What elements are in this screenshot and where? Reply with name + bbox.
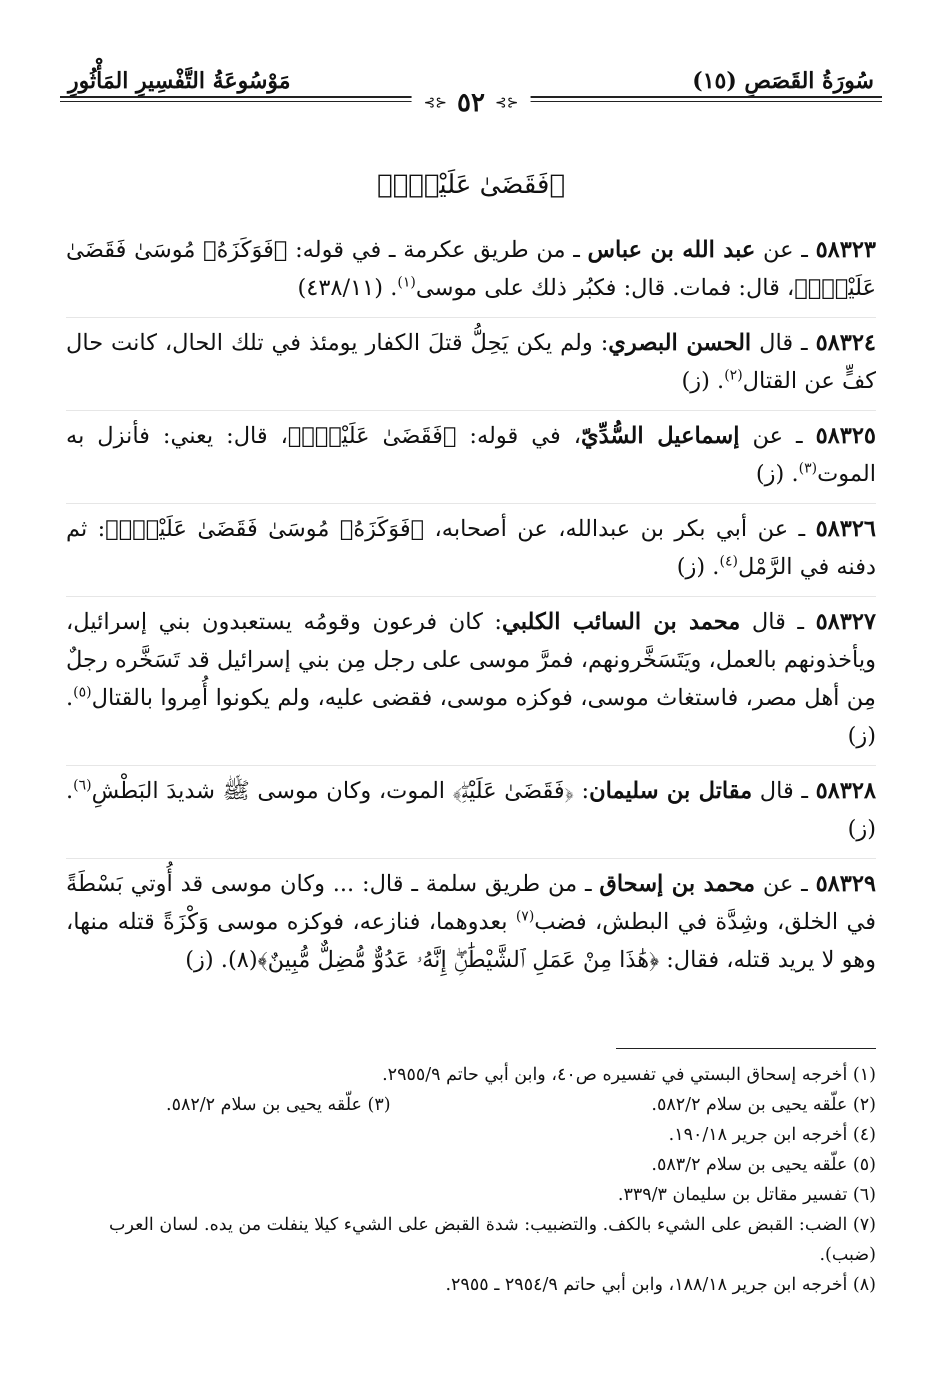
entry-pre: ـ عن <box>763 237 808 263</box>
footnote: (١) أخرجه إسحاق البستي في تفسيره ص٤٠، وابن أبي حاتم ٢٩٥٥/٩. <box>382 1065 876 1085</box>
entry-text: : ﴿فَقَضَىٰ عَلَيْهِۖ﴾ الموت، وكان موسى ﷺ شديدَ البَطْشِ <box>91 778 590 804</box>
footnote-ref[interactable]: (٦) <box>73 777 92 794</box>
entry <box>66 766 876 859</box>
footnote-ref[interactable]: (١) <box>397 274 416 291</box>
entry-text: ـ من طريق عكرمة ـ في قوله: ﴿فَوَكَزَهُۥ مُوسَىٰ فَقَضَىٰ عَلَيْهِۖ﴾، قال: فمات. قال: فكبُر ذلك على موسى <box>66 237 876 301</box>
entry-tail: . (ز) <box>66 778 876 842</box>
entry-pre: ـ قال <box>759 778 808 804</box>
entries-body <box>66 225 876 989</box>
entry-number: ٥٨٣٢٥ <box>815 423 877 449</box>
entry <box>66 225 876 318</box>
entry-number: ٥٨٣٢٤ <box>815 330 876 356</box>
ornament-icon: ⊰⊱ <box>423 95 448 111</box>
entry-pre: ـ قال <box>751 609 805 635</box>
entry-number: ٥٨٣٢٩ <box>815 871 876 897</box>
entry-tail: . (ز) <box>681 368 725 394</box>
entry-number: ٥٨٣٢٣ <box>815 237 877 263</box>
entry-number: ٥٨٣٢٧ <box>815 609 877 635</box>
footnote: (٣) علّقه يحيى بن سلام ٥٨٢/٢. <box>166 1095 391 1115</box>
page-header <box>60 60 882 120</box>
footnote: (٦) تفسير مقاتل بن سليمان ٣٣٩/٣. <box>617 1185 876 1205</box>
entry-number: ٥٨٣٢٦ <box>815 516 876 542</box>
entry-text: أبي بكر بن عبدالله، عن أصحابه، ﴿فَوَكَزَهُۥ مُوسَىٰ فَقَضَىٰ عَلَيْهِۖ﴾: ثم دفنه في الرَّمْل <box>66 516 876 580</box>
footnote: (٥) علّقه يحيى بن سلام ٥٨٣/٢. <box>651 1155 876 1175</box>
narrator-name: محمد بن السائب الكلبي <box>501 609 741 635</box>
entry-tail: . (ز) <box>755 461 799 487</box>
footnote-ref[interactable]: (٧) <box>515 908 535 925</box>
narrator-name: محمد بن إسحاق <box>599 871 756 897</box>
entry-pre: ـ قال <box>759 330 808 356</box>
footnote-row <box>66 1090 876 1120</box>
surah-title: سُورَةُ القَصَصِ (١٥) <box>692 68 874 94</box>
footnote: (٤) أخرجه ابن جرير ١٩٠/١٨. <box>668 1125 876 1145</box>
footnote-ref[interactable]: (٤) <box>719 553 738 570</box>
entry <box>66 504 876 597</box>
entry-tail: بعدوهما، فنازعه، فوكزه موسى وَكْزَةً قتله منها، وهو لا يريد قتله، فقال: ﴿هَٰذَا مِنْ عَمَلِ ٱلشَّيْطَٰنِۖ إِنَّهُۥ عَدُوٌّ مُّضِلٌّ مُّبِينٌ﴾(٨). (ز) <box>66 909 876 973</box>
entry-text: ، في قوله: ﴿فَقَضَىٰ عَلَيْهِۖ﴾، قال: يعني: فأنزل به الموت <box>66 423 876 487</box>
narrator-name: إسماعيل السُّدِّيّ <box>581 423 740 449</box>
entry-text: ـ من طريق سلمة ـ قال: ... وكان موسى قد أُوتي بَسْطَةً في الخلق، وشِدَّة في البطش، فضب <box>66 871 876 935</box>
footnote-ref[interactable]: (٣) <box>798 460 818 477</box>
entry <box>66 597 876 766</box>
narrator-name: الحسن البصري <box>608 330 752 356</box>
entry-tail: . (ز) <box>676 554 720 580</box>
entry-tail: . (ز) <box>66 685 876 749</box>
entry-number: ٥٨٣٢٨ <box>815 778 877 804</box>
footnote-ref[interactable]: (٢) <box>724 367 743 384</box>
narrator-name: عبد الله بن عباس <box>587 237 756 263</box>
footnote-separator <box>616 1048 876 1049</box>
entry-tail: . (٤٣٨/١١) <box>297 275 398 301</box>
footnote-ref[interactable]: (٥) <box>73 684 92 701</box>
book-title: مَوْسُوعَةُ التَّفْسِيرِ المَأْثُورِ <box>68 68 291 94</box>
entry-text: : ولم يكن يَحِلُّ قتلَ الكفار يومئذ في تلك الحال، كانت حال كفٍّ عن القتال <box>66 330 876 394</box>
footnote: (٨) أخرجه ابن جرير ١٨٨/١٨، وابن أبي حاتم ٢٩٥٤/٩ ـ ٢٩٥٥. <box>445 1275 876 1295</box>
footnote: (٧) الضب: القبض على الشيء بالكف. والتضبيب: شدة القبض على الشيء كيلا ينفلت من يده. لسان العرب (ضبب). <box>109 1215 876 1265</box>
footnotes <box>66 1060 876 1300</box>
entry-text: : كان فرعون وقومُه يستعبدون بني إسرائيل، ويأخذونهم بالعمل، ويَتَسَخَّرونهم، فمرَّ موسى على رجل مِن بني إسرائيل قد تَسَخَّره رجلٌ مِن أهل مصر، فاستغاث موسى، فوكزه موسى، فقضى عليه، ولم يكونوا أُمِروا بالقتال <box>66 609 876 711</box>
page-number-box <box>412 88 531 118</box>
entry <box>66 859 876 989</box>
entry-pre: ـ عن <box>762 871 808 897</box>
footnote: (٢) علّقه يحيى بن سلام ٥٨٢/٢. <box>651 1095 876 1115</box>
narrator-name: مقاتل بن سليمان <box>589 778 753 804</box>
ornament-icon: ⊰⊱ <box>494 95 519 111</box>
section-heading: ﴿فَقَضَىٰ عَلَيْهِۖ﴾ <box>376 170 566 200</box>
entry <box>66 411 876 504</box>
entry-pre: ـ عن <box>757 516 806 542</box>
entry-pre: ـ عن <box>752 423 803 449</box>
page-number: ٥٢ <box>457 88 485 118</box>
entry <box>66 318 876 411</box>
